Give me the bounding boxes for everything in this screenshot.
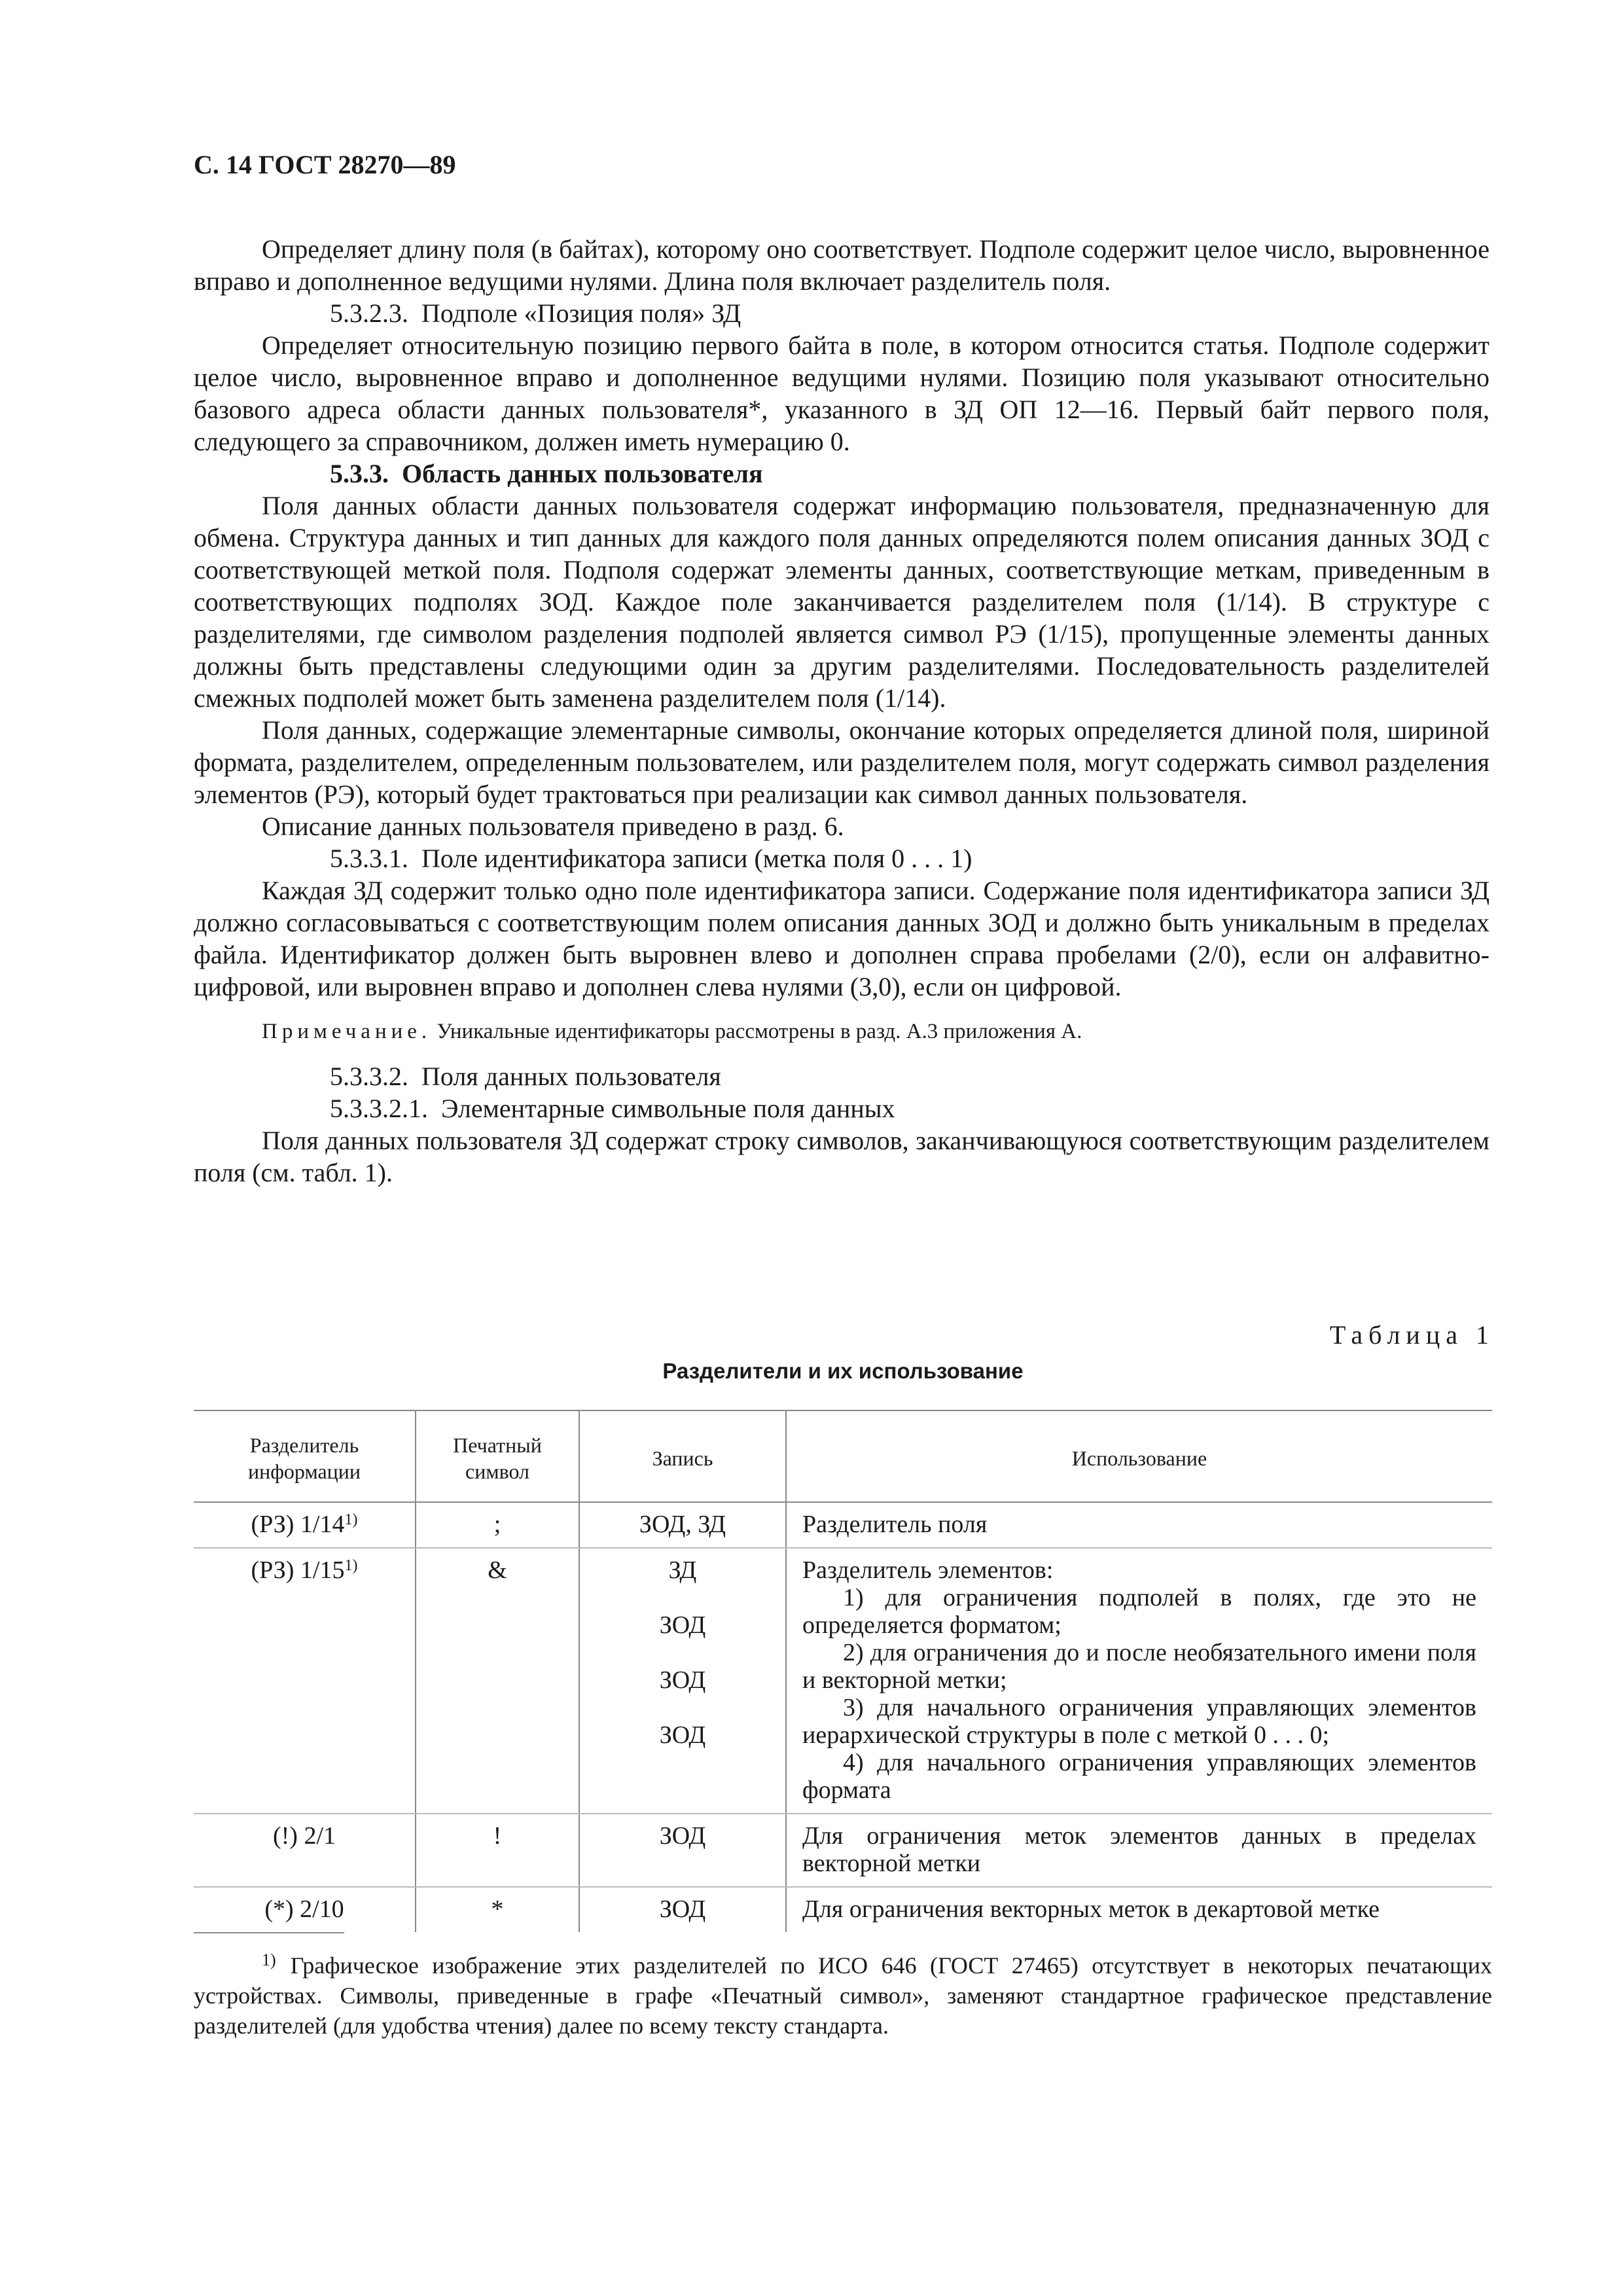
cell-symbol: * (416, 1887, 579, 1932)
header-usage: Использование (786, 1410, 1492, 1502)
header-printed-symbol: Печатный символ (416, 1410, 579, 1502)
section-number: 5.3.3.1. (330, 844, 408, 873)
body-text (194, 233, 1489, 1189)
table-row (194, 1502, 1492, 1548)
section-title: Область данных пользователя (402, 459, 763, 488)
header-delimiter: Разделитель информации (194, 1410, 416, 1502)
paragraph: Поля данных пользователя ЗД содержат строку символов, заканчивающуюся соответствующим разделителем поля (см. табл. 1). (194, 1126, 1489, 1187)
cell-record: ЗД ЗОД ЗОД ЗОД (579, 1548, 786, 1814)
section-heading (194, 297, 1489, 329)
paragraph: Определяет длину поля (в байтах), которому оно соответствует. Подполе содержит целое число, выровненное вправо и дополненное ведущими нулями. Длина поля включает разделитель поля. (194, 234, 1489, 296)
table-row (194, 1814, 1492, 1887)
section-number: 5.3.2.3. (330, 298, 408, 328)
cell-record: ЗОД (579, 1887, 786, 1932)
table-header-row (194, 1410, 1492, 1502)
section-title: Подполе «Позиция поля» ЗД (421, 298, 741, 328)
cell-delimiter: (РЗ) 1/14$^{1)}$ (194, 1502, 416, 1548)
table-label: Таблица 1 (1329, 1320, 1495, 1350)
cell-usage: Для ограничения меток элементов данных в пределах векторной метки (786, 1814, 1492, 1887)
section-title: Поле идентификатора записи (метка поля 0 . . . 1) (421, 844, 972, 873)
cell-delimiter: (!) 2/1 (194, 1814, 416, 1887)
cell-delimiter: (*) 2/10 (264, 1895, 344, 1923)
footnote-text: Графическое изображение этих разделителей по ИСО 646 (ГОСТ 27465) отсутствует в некоторых печатающих устройствах. Символы, приведенные в графе «Печатный символ», заменяют стандартное графическое представление разделителей (для удобства чтения) далее по всему тексту стандарта. (194, 1952, 1492, 2039)
cell-usage: Разделитель элементов: 1) для ограничения подполей в полях, где это не определяется форматом; 2) для ограничения до и после необязательного имени поля и векторной метки; 3) для начального ограничения управляющих элементов иерархической структуры в поле с меткой 0 . . . 0; 4) для начального ограничения управляющих элементов формата (786, 1548, 1492, 1814)
section-number: 5.3.3.2.1. (330, 1094, 428, 1123)
cell-record: ЗОД, ЗД (579, 1502, 786, 1548)
cell-symbol: ; (416, 1502, 579, 1548)
cell-delimiter: (РЗ) 1/15$^{1)}$ (194, 1548, 416, 1814)
note-label: Примечание. (262, 1020, 432, 1043)
section-heading (194, 1092, 1489, 1124)
note-text: Уникальные идентификаторы рассмотрены в разд. А.3 приложения А. (437, 1020, 1082, 1043)
delimiters-table (194, 1410, 1492, 1932)
paragraph: Определяет относительную позицию первого байта в поле, в котором относится статья. Подполе содержит целое число, выровненное вправо и дополненное ведущими нулями. Позицию поля указывают относительно базового адреса области данных пользователя*, указанного в ЗД ОП 12—16. Первый байт первого поля, следующего за справочником, должен иметь нумерацию 0. (194, 331, 1489, 456)
table-row (194, 1548, 1492, 1814)
section-number: 5.3.3.2. (330, 1062, 408, 1091)
footnote: 1) Графическое изображение этих разделителей по ИСО 646 (ГОСТ 27465) отсутствует в некоторых печатающих устройствах. Символы, приведенные в графе «Печатный символ», заменяют стандартное графическое представление разделителей (для удобства чтения) далее по всему тексту стандарта. (194, 1950, 1492, 2039)
footnote-ref: 1) (344, 1511, 358, 1528)
table-row (194, 1887, 1492, 1932)
paragraph: Поля данных области данных пользователя содержат информацию пользователя, предназначенную для обмена. Структура данных и тип данных для каждого поля данных определяются полем описания данных ЗОД с соответствующей меткой поля. Подполя содержат элементы данных, соответствующие меткам, приведенным в соответствующих подполях ЗОД. Каждое поле заканчивается разделителем поля (1/14). В структуре с разделителями, где символом разделения подполей является символ РЭ (1/15), пропущенные элементы данных должны быть представлены следующими один за другим разделителями. Последовательность разделителей смежных подполей может быть заменена разделителем поля (1/14). (194, 491, 1489, 713)
cell-usage: Разделитель поля (786, 1502, 1492, 1548)
cell-record: ЗОД (579, 1814, 786, 1887)
note (194, 1017, 1489, 1046)
section-heading (194, 842, 1489, 874)
section-number: 5.3.3. (330, 459, 389, 488)
paragraph: Описание данных пользователя приведено в разд. 6. (262, 812, 844, 841)
section-title: Поля данных пользователя (421, 1062, 721, 1091)
section-title: Элементарные символьные поля данных (441, 1094, 895, 1123)
paragraph: Поля данных, содержащие элементарные символы, окончание которых определяется длиной поля, шириной формата, разделителем, определенным пользователем, или разделителем поля, могут содержать символ разделения элементов (РЭ), который будет трактоваться при реализации как символ данных пользователя. (194, 715, 1489, 809)
header-record: Запись (579, 1410, 786, 1502)
section-heading (194, 1060, 1489, 1092)
footnote-separator (194, 1932, 344, 1933)
cell-symbol: & (416, 1548, 579, 1814)
footnote-ref: 1) (344, 1557, 358, 1574)
page-header: С. 14 ГОСТ 28270—89 (194, 150, 456, 179)
cell-usage: Для ограничения векторных меток в декартовой метке (786, 1887, 1492, 1932)
cell-symbol: ! (416, 1814, 579, 1887)
paragraph: Каждая ЗД содержит только одно поле идентификатора записи. Содержание поля идентификатора записи ЗД должно согласовываться с соответствующим полем описания данных ЗОД и должно быть уникальным в пределах файла. Идентификатор должен быть выровнен влево и дополнен справа пробелами (2/0), если он алфавитно-цифровой, или выровнен вправо и дополнен слева нулями (3,0), если он цифровой. (194, 876, 1489, 1001)
table-title: Разделители и их использование (662, 1359, 1024, 1383)
section-heading (194, 457, 1489, 490)
